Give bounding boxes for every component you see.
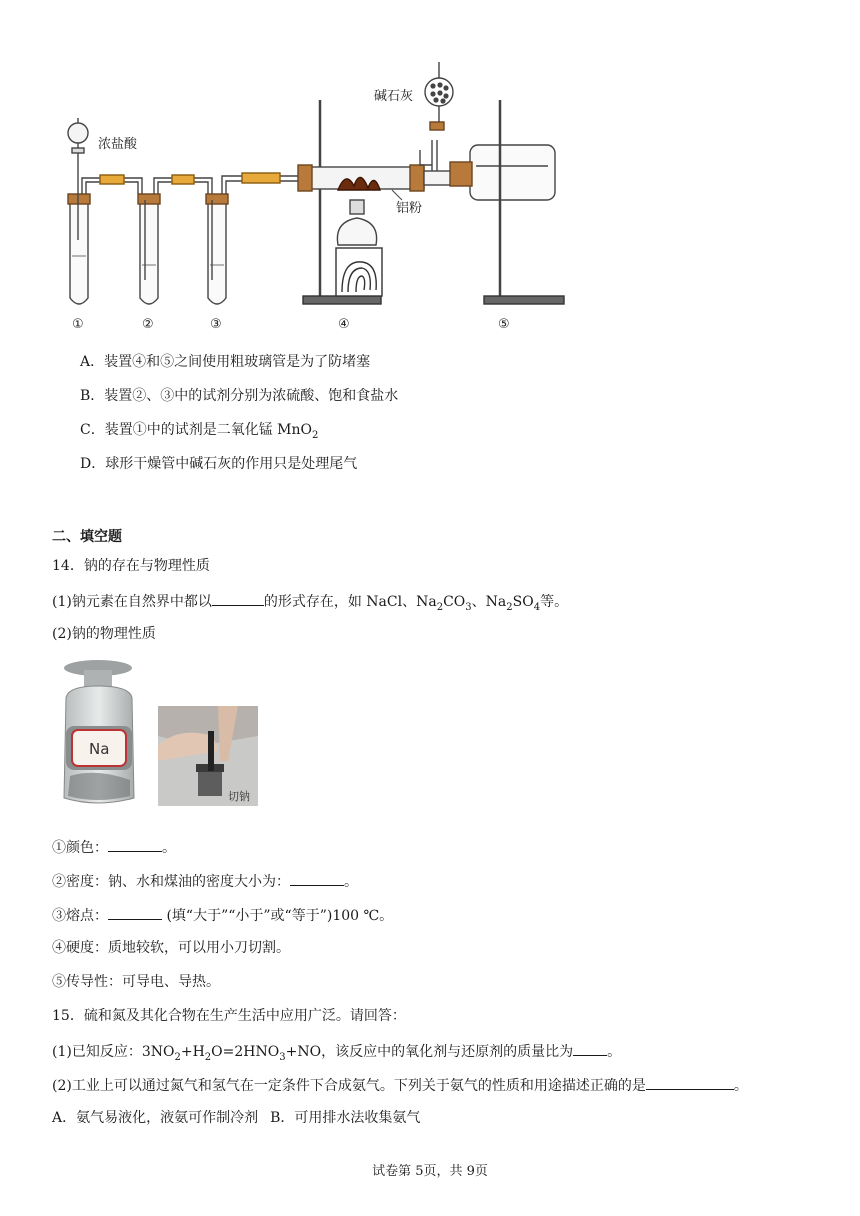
q14-blank-1[interactable] (212, 590, 264, 606)
test-tube-1 (70, 200, 88, 304)
device-number-5: ⑤ (498, 317, 510, 332)
apparatus-diagram (0, 0, 860, 340)
q13-option-a[interactable]: A．装置④和⑤之间使用粗玻璃管是为了防堵塞 (80, 354, 371, 370)
q14-melting: ③熔点： (填“大于”“小于”或“等于”)100 ℃。 (52, 904, 393, 926)
q15-blank-2[interactable] (646, 1074, 734, 1090)
alcohol-lamp (337, 218, 376, 245)
section-title: 二、填空题 (52, 529, 122, 545)
sodium-bottle-image (56, 658, 156, 808)
q15-part2: (2)工业上可以通过氮气和氢气在一定条件下合成氨气。下列关于氨气的性质和用途描述正确的是 。 (52, 1074, 748, 1096)
collection-bottle (470, 145, 555, 200)
drying-tube-stopper (430, 122, 444, 130)
q14-density: ②密度：钠、水和煤油的密度大小为： 。 (52, 870, 358, 892)
q13-option-c[interactable]: C．装置①中的试剂是二氧化锰 MnO$_2$ (80, 422, 319, 441)
q14-title: 14．钠的存在与物理性质 (52, 558, 210, 574)
q15-options (52, 1108, 420, 1128)
page-footer: 试卷第 5页，共 9页 (372, 1164, 488, 1179)
q15-option-a[interactable]: A．氨气易液化，液氨可作制冷剂 (52, 1110, 259, 1126)
bottle-label-text: Na (89, 740, 110, 758)
q14-part2: (2)钠的物理性质 (52, 626, 156, 642)
sodalime-label: 碱石灰 (374, 89, 414, 104)
test-tube-2 (140, 200, 158, 304)
q15-option-b[interactable]: B．可用排水法收集氨气 (270, 1110, 421, 1126)
device-number-1: ① (72, 317, 84, 332)
q13-option-d[interactable]: D．球形干燥管中碱石灰的作用只是处理尾气 (80, 456, 358, 472)
q14-conductivity: ⑤传导性：可导电、导热。 (52, 974, 220, 990)
q14-melting-blank[interactable] (108, 904, 162, 920)
q15-part1: (1)已知反应：$3NO_2+H_2O=2HNO_3+NO$，该反应中的氧化剂与还原剂的质量比为 。 (52, 1040, 621, 1062)
q14-part1: (1)钠元素在自然界中都以 的形式存在，如 NaCl、$Na_2CO_3$、$Na_2SO_4$等。 (52, 590, 568, 612)
q14-hardness: ④硬度：质地较软，可以用小刀切割。 (52, 940, 290, 956)
q15-title: 15．硫和氮及其化合物在生产生活中应用广泛。请回答： (52, 1008, 406, 1024)
al-powder-label: 铝粉 (396, 201, 423, 216)
hcl-label: 浓盐酸 (98, 137, 138, 152)
device-number-3: ③ (210, 317, 222, 332)
q15-blank-1[interactable] (573, 1040, 607, 1056)
q14-color-blank[interactable] (108, 836, 162, 852)
q14-color: ①颜色： 。 (52, 836, 176, 858)
cutting-sodium-image (158, 706, 258, 806)
q13-option-b[interactable]: B．装置②、③中的试剂分别为浓硫酸、饱和食盐水 (80, 388, 399, 404)
device-number-2: ② (142, 317, 154, 332)
device-number-4: ④ (338, 317, 350, 332)
separatory-funnel (68, 123, 88, 143)
test-tube-3 (208, 200, 226, 304)
cut-sodium-label: 切钠 (228, 790, 250, 803)
q14-density-blank[interactable] (290, 870, 344, 886)
